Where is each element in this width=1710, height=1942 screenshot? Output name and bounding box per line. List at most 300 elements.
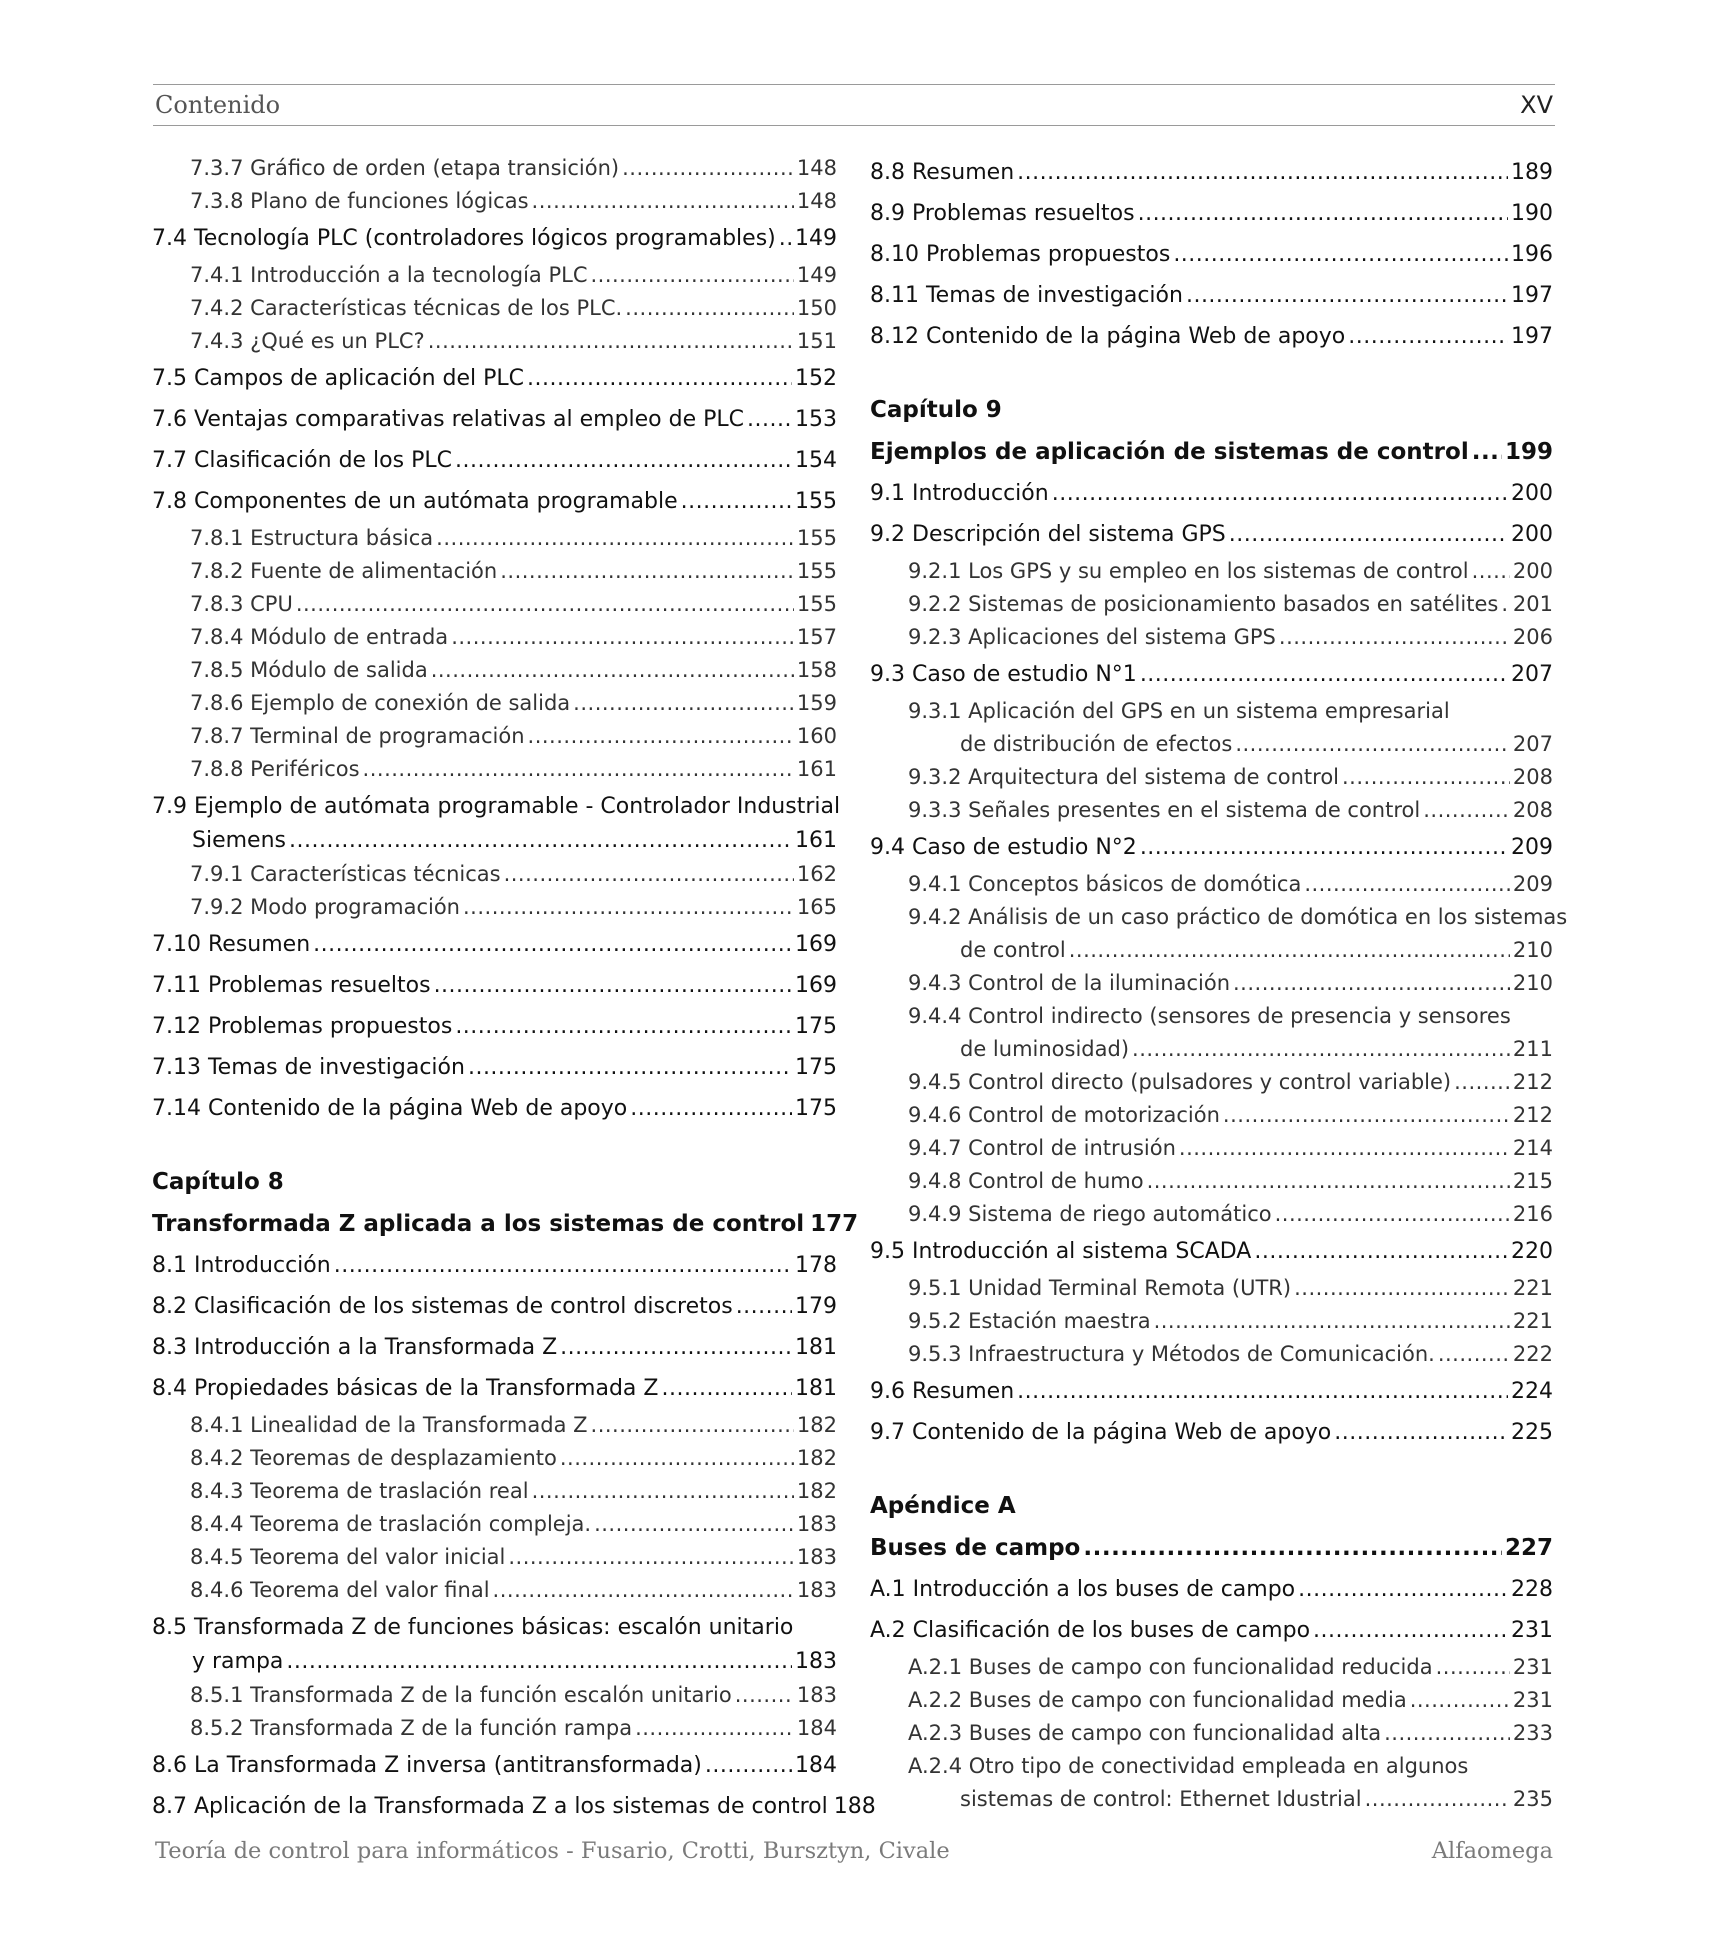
- entry-title: Clasificación de los PLC: [194, 448, 452, 473]
- entry-number: 8.8: [870, 160, 905, 185]
- toc-section-entry: [870, 827, 1553, 868]
- entry-number: A.2: [870, 1618, 906, 1643]
- entry-text: [152, 1286, 733, 1327]
- leader-dots: [1229, 514, 1508, 555]
- leader-dots: [428, 325, 794, 358]
- page-ref: 178: [795, 1253, 837, 1278]
- leader-dots: [289, 824, 792, 858]
- entry-number: 9.6: [870, 1379, 905, 1404]
- toc-subsection-entry: [870, 1651, 1553, 1684]
- page-ref: 152: [795, 366, 837, 391]
- page-ref: 148: [796, 189, 837, 213]
- page-ref: 207: [1512, 732, 1553, 756]
- page-ref: 175: [795, 1014, 837, 1039]
- entry-text: [190, 1409, 588, 1442]
- leader-dots: [1017, 1371, 1508, 1412]
- entry-number: 8.4.2: [190, 1446, 244, 1470]
- entry-text: [908, 794, 1420, 827]
- leader-dots: [779, 218, 792, 259]
- entry-number: 9.4: [870, 835, 905, 860]
- page-ref: 165: [796, 895, 837, 919]
- leader-dots: [747, 399, 792, 440]
- entry-title: Introducción: [194, 1253, 331, 1278]
- toc-subsection-entry: [152, 1409, 837, 1442]
- entry-text: [870, 193, 1135, 234]
- entry-text: [190, 687, 570, 720]
- entry-text: [152, 440, 452, 481]
- entry-title: Introducción al sistema SCADA: [912, 1239, 1252, 1264]
- page-ref: 212: [1512, 1070, 1553, 1094]
- entry-number: 9.5: [870, 1239, 905, 1264]
- page-ref: 216: [1512, 1202, 1553, 1226]
- page-ref: 208: [1512, 798, 1553, 822]
- entry-title: Aplicaciones del sistema GPS: [968, 625, 1276, 649]
- entry-text: [152, 218, 776, 259]
- page-ref: 183: [796, 1512, 837, 1536]
- toc-subsection-entry: [870, 1066, 1553, 1099]
- entry-title: Contenido de la página Web de apoyo: [925, 324, 1346, 349]
- leader-dots: [1348, 316, 1508, 357]
- appendix-label: Apéndice A: [870, 1493, 1016, 1519]
- entry-text: [908, 1338, 1435, 1371]
- page-ref: 157: [796, 625, 837, 649]
- page-ref: 210: [1512, 938, 1553, 962]
- toc-list: [870, 967, 1553, 1000]
- leader-dots: [527, 358, 792, 399]
- entry-text: [870, 1371, 1014, 1412]
- page-ref: 200: [1511, 481, 1553, 506]
- entry-text: [908, 555, 1469, 588]
- leader-dots: [630, 1088, 792, 1129]
- page-ref: 149: [795, 226, 837, 251]
- toc-subsection-entry: [152, 1679, 837, 1712]
- toc-list: [870, 473, 1553, 695]
- entry-title: Teorema de traslación compleja.: [250, 1512, 592, 1536]
- leader-dots: [1501, 588, 1510, 621]
- page-ref: 199: [1504, 439, 1553, 465]
- leader-dots: [1132, 1033, 1510, 1066]
- entry-text: [908, 1066, 1451, 1099]
- entry-number: 7.8.5: [190, 658, 244, 682]
- entry-title: Señales presentes en el sistema de control: [968, 798, 1421, 822]
- page-ref: 155: [796, 526, 837, 550]
- chapter-label: Capítulo 8: [152, 1169, 284, 1195]
- page-ref: 190: [1511, 201, 1553, 226]
- entry-text: [190, 1475, 529, 1508]
- page-ref: 235: [1512, 1787, 1553, 1811]
- page-ref: 233: [1512, 1721, 1553, 1745]
- leader-dots: [1472, 431, 1502, 473]
- toc-section-entry: [870, 316, 1553, 357]
- leader-dots: [1138, 193, 1508, 234]
- chapter-title: Transformada Z aplicada a los sistemas de control: [152, 1211, 805, 1237]
- entry-text: [908, 1272, 1291, 1305]
- entry-number: 8.4.4: [190, 1512, 244, 1536]
- toc-list: [870, 1569, 1553, 1750]
- toc-entry: 9.4.2 Análisis de un caso práctico de domótica en los sistemas: [908, 905, 1568, 929]
- toc-section-entry: [870, 1371, 1553, 1412]
- toc-entry: [152, 790, 841, 824]
- entry-title: Linealidad de la Transformada Z: [250, 1413, 588, 1437]
- toc-subsection-entry: [870, 1132, 1553, 1165]
- toc-section-entry: [152, 924, 837, 965]
- toc-subsection-entry: [152, 720, 837, 753]
- toc-subsection-entry: [152, 621, 837, 654]
- entry-text: [190, 1574, 490, 1607]
- entry-number: 8.4.1: [190, 1413, 244, 1437]
- entry-number: 9.5.1: [908, 1276, 962, 1300]
- toc-list: [870, 152, 1553, 357]
- toc-subsection-entry: [152, 325, 837, 358]
- page-ref: 169: [795, 932, 837, 957]
- entry-title: Estructura básica: [250, 526, 434, 550]
- entry-title: Clasificación de los sistemas de control discretos: [194, 1294, 733, 1319]
- toc-list: [870, 1066, 1553, 1453]
- entry-text: [870, 1231, 1251, 1272]
- page-ref: 181: [795, 1335, 837, 1360]
- entry-text: [190, 621, 448, 654]
- entry-text: [190, 1679, 732, 1712]
- toc-section-entry: [152, 1245, 837, 1286]
- entry-title: Infraestructura y Métodos de Comunicación.: [968, 1342, 1435, 1366]
- leader-dots: [1279, 621, 1510, 654]
- entry-text: [190, 152, 619, 185]
- page-ref: 182: [796, 1413, 837, 1437]
- toc-entry: A.2.4 Otro tipo de conectividad empleada en algunos: [908, 1754, 1469, 1778]
- entry-text: [870, 275, 1183, 316]
- entry-text: [190, 1541, 505, 1574]
- leader-dots: [468, 1047, 792, 1088]
- entry-number: 9.4.1: [908, 872, 962, 896]
- entry-title: Caso de estudio N°1: [912, 662, 1137, 687]
- entry-title: Problemas resueltos: [912, 201, 1135, 226]
- toc-subsection-entry: [152, 753, 837, 786]
- entry-text: [908, 1198, 1272, 1231]
- entry-text: [870, 234, 1170, 275]
- page-ref: 220: [1511, 1239, 1553, 1264]
- entry-number: 8.12: [870, 324, 919, 349]
- entry-text: [908, 868, 1301, 901]
- leader-dots: [436, 522, 794, 555]
- leader-dots: [736, 1286, 792, 1327]
- page-ref: 154: [795, 448, 837, 473]
- entry-text: [870, 316, 1345, 357]
- entry-text: [152, 1745, 702, 1786]
- entry-number: 7.8.7: [190, 724, 244, 748]
- page-ref: 177: [810, 1211, 859, 1237]
- entry-text: y rampa: [192, 1649, 284, 1674]
- leader-dots: [1275, 1198, 1510, 1231]
- toc-entry-continuation: [870, 934, 1553, 967]
- entry-title: Ejemplo de conexión de salida: [250, 691, 571, 715]
- chapter-title: Ejemplos de aplicación de sistemas de control: [870, 439, 1469, 465]
- entry-text: 7.9 Ejemplo de autómata programable - Controlador Industrial: [152, 794, 841, 819]
- entry-text: [190, 325, 425, 358]
- page-ref: 210: [1512, 971, 1553, 995]
- entry-text: [870, 1610, 1310, 1651]
- entry-number: 9.7: [870, 1420, 905, 1445]
- entry-text: [870, 827, 1137, 868]
- toc-subsection-entry: [870, 967, 1553, 1000]
- entry-text: [908, 1099, 1220, 1132]
- leader-dots: [1410, 1684, 1510, 1717]
- page-ref: 209: [1511, 835, 1553, 860]
- entry-number: 7.8.1: [190, 526, 244, 550]
- toc-entry: [152, 1611, 837, 1645]
- entry-text: [870, 473, 1049, 514]
- entry-number: 7.6: [152, 407, 187, 432]
- entry-title: Teorema del valor final: [250, 1578, 490, 1602]
- entry-title: Ventajas comparativas relativas al empleo de PLC: [194, 407, 745, 432]
- entry-title: Tecnología PLC (controladores lógicos programables): [194, 226, 776, 251]
- entry-title: Temas de investigación: [925, 283, 1183, 308]
- leader-dots: [1233, 967, 1510, 1000]
- page-ref: 160: [796, 724, 837, 748]
- entry-title: Características técnicas: [250, 862, 501, 886]
- page-ref: 188: [833, 1794, 876, 1819]
- page-ref: 231: [1512, 1688, 1553, 1712]
- leader-dots: [705, 1745, 792, 1786]
- page-ref: 149: [796, 263, 837, 287]
- toc-list: [152, 1679, 876, 1827]
- entry-text: [908, 1132, 1176, 1165]
- page-ref: 207: [1511, 662, 1553, 687]
- toc-list: [152, 152, 837, 786]
- entry-text: [152, 1006, 452, 1047]
- page-ref: 214: [1512, 1136, 1553, 1160]
- entry-number: 9.2: [870, 522, 905, 547]
- page-ref: 179: [795, 1294, 837, 1319]
- page-ref: 162: [796, 862, 837, 886]
- entry-number: 8.1: [152, 1253, 187, 1278]
- entry-number: 8.4.6: [190, 1578, 244, 1602]
- toc-subsection-entry: [870, 1684, 1553, 1717]
- toc-column-right: [870, 152, 1568, 1816]
- entry-text: [152, 481, 678, 522]
- toc-subsection-entry: [152, 185, 837, 218]
- toc-section-entry: [152, 1368, 837, 1409]
- leader-dots: [735, 1679, 794, 1712]
- entry-text: [870, 654, 1137, 695]
- toc-subsection-entry: [870, 1338, 1553, 1371]
- toc-subsection-entry: [870, 868, 1553, 901]
- entry-number: 7.3.7: [190, 156, 244, 180]
- entry-title: Fuente de alimentación: [250, 559, 498, 583]
- entry-number: 7.4: [152, 226, 187, 251]
- entry-text: [190, 654, 428, 687]
- leader-dots: [594, 1508, 794, 1541]
- page-ref: 227: [1504, 1535, 1553, 1561]
- toc-subsection-entry: [870, 1305, 1553, 1338]
- leader-dots: [1069, 934, 1510, 967]
- running-title: Contenido: [155, 91, 281, 119]
- entry-title: Teorema del valor inicial: [250, 1545, 506, 1569]
- chapter-label: Capítulo 9: [870, 397, 1002, 423]
- entry-title: Módulo de entrada: [250, 625, 449, 649]
- page-header: [153, 84, 1555, 126]
- toc-subsection-entry: [870, 588, 1553, 621]
- page-ref: 183: [796, 1683, 837, 1707]
- toc-entry-continuation: [870, 728, 1553, 761]
- leader-dots: [532, 185, 794, 218]
- entry-text: [152, 1088, 627, 1129]
- spacer: [870, 357, 1553, 389]
- entry-text: [152, 399, 744, 440]
- page-ref: 228: [1511, 1577, 1553, 1602]
- page-ref: 200: [1511, 522, 1553, 547]
- entry-text: [870, 1412, 1331, 1453]
- publisher-name: Alfaomega: [1431, 1838, 1553, 1864]
- toc-section-entry: [152, 358, 837, 399]
- leader-dots: [1140, 654, 1508, 695]
- toc-section-entry: [870, 275, 1553, 316]
- leader-dots: [334, 1245, 792, 1286]
- entry-title: Características técnicas de los PLC.: [250, 296, 623, 320]
- entry-title: Modo programación: [250, 895, 460, 919]
- toc-entry: 9.4.4 Control indirecto (sensores de presencia y sensores: [908, 1004, 1511, 1028]
- entry-number: 7.4.2: [190, 296, 244, 320]
- page-ref: 224: [1511, 1379, 1553, 1404]
- entry-title: Resumen: [912, 1379, 1015, 1404]
- leader-dots: [296, 588, 794, 621]
- entry-title: Terminal de programación: [250, 724, 525, 748]
- toc-subsection-entry: [870, 761, 1553, 794]
- toc-subsection-entry: [152, 687, 837, 720]
- entry-text: [152, 924, 310, 965]
- leader-dots: [431, 654, 794, 687]
- toc-subsection-entry: [152, 522, 837, 555]
- entry-title: Caso de estudio N°2: [912, 835, 1137, 860]
- leader-dots: [532, 1475, 794, 1508]
- entry-text: [190, 292, 622, 325]
- page-ref: 221: [1512, 1276, 1553, 1300]
- entry-title: Control de motorización: [968, 1103, 1220, 1127]
- entry-number: 8.4.3: [190, 1479, 244, 1503]
- leader-dots: [1384, 1717, 1510, 1750]
- entry-number: 9.3: [870, 662, 905, 687]
- toc-entry-continuation: [152, 824, 837, 858]
- entry-text: [190, 185, 529, 218]
- page-ref: 209: [1512, 872, 1553, 896]
- toc-list: [152, 858, 837, 1129]
- toc-entry-continuation: [152, 1645, 837, 1679]
- entry-number: 7.8.4: [190, 625, 244, 649]
- toc-section-entry: [152, 440, 837, 481]
- leader-dots: [560, 1442, 794, 1475]
- entry-text: [190, 588, 293, 621]
- leader-dots: [1294, 1272, 1510, 1305]
- book-citation: Teoría de control para informáticos - Fusario, Crotti, Bursztyn, Civale: [155, 1838, 950, 1864]
- entry-text: [908, 761, 1339, 794]
- entry-title: Conceptos básicos de domótica: [968, 872, 1302, 896]
- leader-dots: [286, 1645, 792, 1679]
- toc-subsection-entry: [870, 1165, 1553, 1198]
- entry-text: [190, 1712, 632, 1745]
- toc-section-entry: [870, 152, 1553, 193]
- entry-title: Contenido de la página Web de apoyo: [207, 1096, 628, 1121]
- entry-number: 8.6: [152, 1753, 187, 1778]
- entry-text: [908, 588, 1498, 621]
- toc-section-entry: [152, 218, 837, 259]
- entry-number: 8.5.1: [190, 1683, 244, 1707]
- entry-text: sistemas de control: Ethernet Idustrial: [960, 1787, 1362, 1811]
- entry-number: 7.8.6: [190, 691, 244, 715]
- entry-number: 9.5.2: [908, 1309, 962, 1333]
- entry-title: Resumen: [207, 932, 311, 957]
- entry-title: Problemas propuestos: [925, 242, 1171, 267]
- entry-number: 9.1: [870, 481, 905, 506]
- entry-text: de distribución de efectos: [960, 732, 1233, 756]
- spacer: [152, 1129, 837, 1161]
- entry-number: 9.3.3: [908, 798, 962, 822]
- entry-number: 9.5.3: [908, 1342, 962, 1366]
- page-ref: 153: [795, 407, 837, 432]
- page-ref: 183: [796, 1578, 837, 1602]
- entry-text: [190, 555, 497, 588]
- chapter-title-entry: [870, 431, 1553, 473]
- entry-number: 7.8: [152, 489, 187, 514]
- leader-dots: [681, 481, 792, 522]
- chapter-title-entry: [152, 1203, 859, 1245]
- entry-title: Transformada Z de la función rampa: [250, 1716, 633, 1740]
- entry-text: [908, 967, 1230, 1000]
- page-ref: 155: [796, 559, 837, 583]
- entry-number: 9.2.3: [908, 625, 962, 649]
- entry-title: Control de intrusión: [968, 1136, 1176, 1160]
- page-ref: 151: [796, 329, 837, 353]
- entry-text: 8.5 Transformada Z de funciones básicas: escalón unitario: [152, 1615, 794, 1640]
- entry-title: Propiedades básicas de la Transformada Z: [194, 1376, 659, 1401]
- toc-section-entry: [152, 481, 837, 522]
- leader-dots: [635, 1712, 794, 1745]
- leader-dots: [1147, 1165, 1510, 1198]
- leader-dots: [455, 1006, 792, 1047]
- entry-number: 9.3.2: [908, 765, 962, 789]
- toc-subsection-entry: [870, 1099, 1553, 1132]
- entry-title: Problemas resueltos: [207, 973, 431, 998]
- entry-text: [870, 152, 1014, 193]
- page-ref: 175: [795, 1055, 837, 1080]
- toc-column-left: [152, 152, 876, 1827]
- toc-subsection-entry: [152, 588, 837, 621]
- toc-section-entry: [152, 1006, 837, 1047]
- entry-text: de luminosidad): [960, 1037, 1130, 1061]
- entry-title: Sistema de riego automático: [968, 1202, 1272, 1226]
- toc-entry-continuation: [870, 1783, 1553, 1816]
- toc-subsection-entry: [152, 292, 837, 325]
- appendix-title-entry: [870, 1527, 1553, 1569]
- page-ref: 181: [795, 1376, 837, 1401]
- entry-text: [190, 753, 360, 786]
- toc-list: [870, 761, 1553, 901]
- entry-text: [152, 1245, 331, 1286]
- entry-title: Módulo de salida: [250, 658, 428, 682]
- page-ref: 169: [795, 973, 837, 998]
- entry-title: Buses de campo con funcionalidad media: [968, 1688, 1407, 1712]
- page-ref: 183: [795, 1649, 837, 1674]
- leader-dots: [1140, 827, 1508, 868]
- toc-subsection-entry: [870, 1198, 1553, 1231]
- entry-number: 8.3: [152, 1335, 187, 1360]
- leader-dots: [1186, 275, 1508, 316]
- leader-dots: [463, 891, 794, 924]
- page-ref: 212: [1512, 1103, 1553, 1127]
- toc-section-entry: [870, 1610, 1553, 1651]
- entry-text: [908, 1651, 1433, 1684]
- page-ref: 189: [1511, 160, 1553, 185]
- leader-dots: [1173, 234, 1508, 275]
- toc-subsection-entry: [152, 1541, 837, 1574]
